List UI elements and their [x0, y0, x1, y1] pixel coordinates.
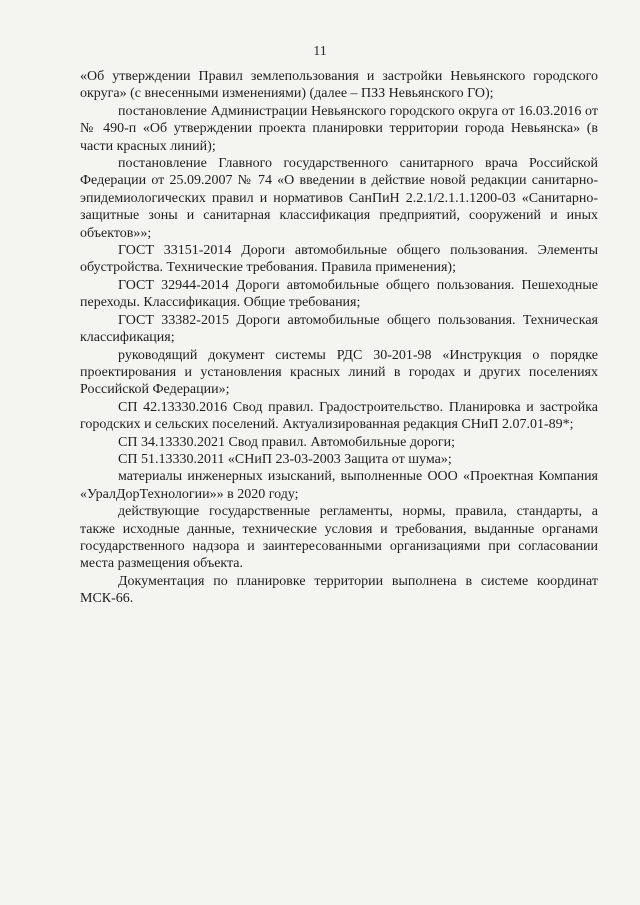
paragraph-sp-42: СП 42.13330.2016 Свод правил. Градостроительство. Планировка и застройка городских и сельских поселений. Актуализированная редакция СНиП 2.07.01-89*;: [80, 399, 598, 433]
paragraph-planning-decree: постановление Администрации Невьянского городского округа от 16.03.2016 от № 490-п «Об утверждении проекта планировки территории города Невьянска» (в части красных линий);: [80, 103, 598, 154]
paragraph-sp-34: СП 34.13330.2021 Свод правил. Автомобильные дороги;: [118, 434, 456, 450]
paragraph-gost-32944: ГОСТ 32944-2014 Дороги автомобильные общего пользования. Пешеходные переходы. Классификация. Общие требования;: [80, 277, 598, 311]
document-body: [80, 68, 598, 608]
paragraph-coordinate-system: Документация по планировке территории выполнена в системе координат МСК-66.: [80, 573, 598, 607]
paragraph-sp-51: СП 51.13330.2011 «СНиП 23-03-2003 Защита от шума»;: [118, 451, 452, 467]
paragraph-gost-33382: ГОСТ 33382-2015 Дороги автомобильные общего пользования. Техническая классификация;: [80, 312, 598, 346]
paragraph-rds-30-201-98: руководящий документ системы РДС 30-201-98 «Инструкция о порядке проектирования и установления красных линий в городах и других поселениях Российской Федерации»;: [80, 347, 598, 398]
page-number: 11: [313, 44, 327, 59]
paragraph-survey-materials: материалы инженерных изысканий, выполненные ООО «Проектная Компания «УралДорТехнологии»» в 2020 году;: [80, 469, 598, 502]
paragraph-pzz-reference: «Об утверждении Правил землепользования и застройки Невьянского городского округа» (с внесенными изменениями) (далее – ПЗЗ Невьянского ГО);: [80, 69, 598, 102]
paragraph-sanpin-decree: постановление Главного государственного санитарного врача Российской Федерации от 25.09.2007 № 74 «О введении в действие новой редакции санитарно-эпидемиологических правил и нормативов СанПиН 2.2.1/2.1.1.1200-03 «Санитарно-защитные зоны и санитарная классификация предприятий, сооружений и иных объектов»»;: [80, 156, 598, 241]
paragraph-regulations: действующие государственные регламенты, нормы, правила, стандарты, а также исходные данные, технические условия и требования, выданные органами государственного надзора и заинтересованными организациями при согласовании места размещения объекта.: [80, 504, 598, 572]
paragraph-gost-33151: ГОСТ 33151-2014 Дороги автомобильные общего пользования. Элементы обустройства. Технические требования. Правила применения);: [80, 243, 598, 276]
